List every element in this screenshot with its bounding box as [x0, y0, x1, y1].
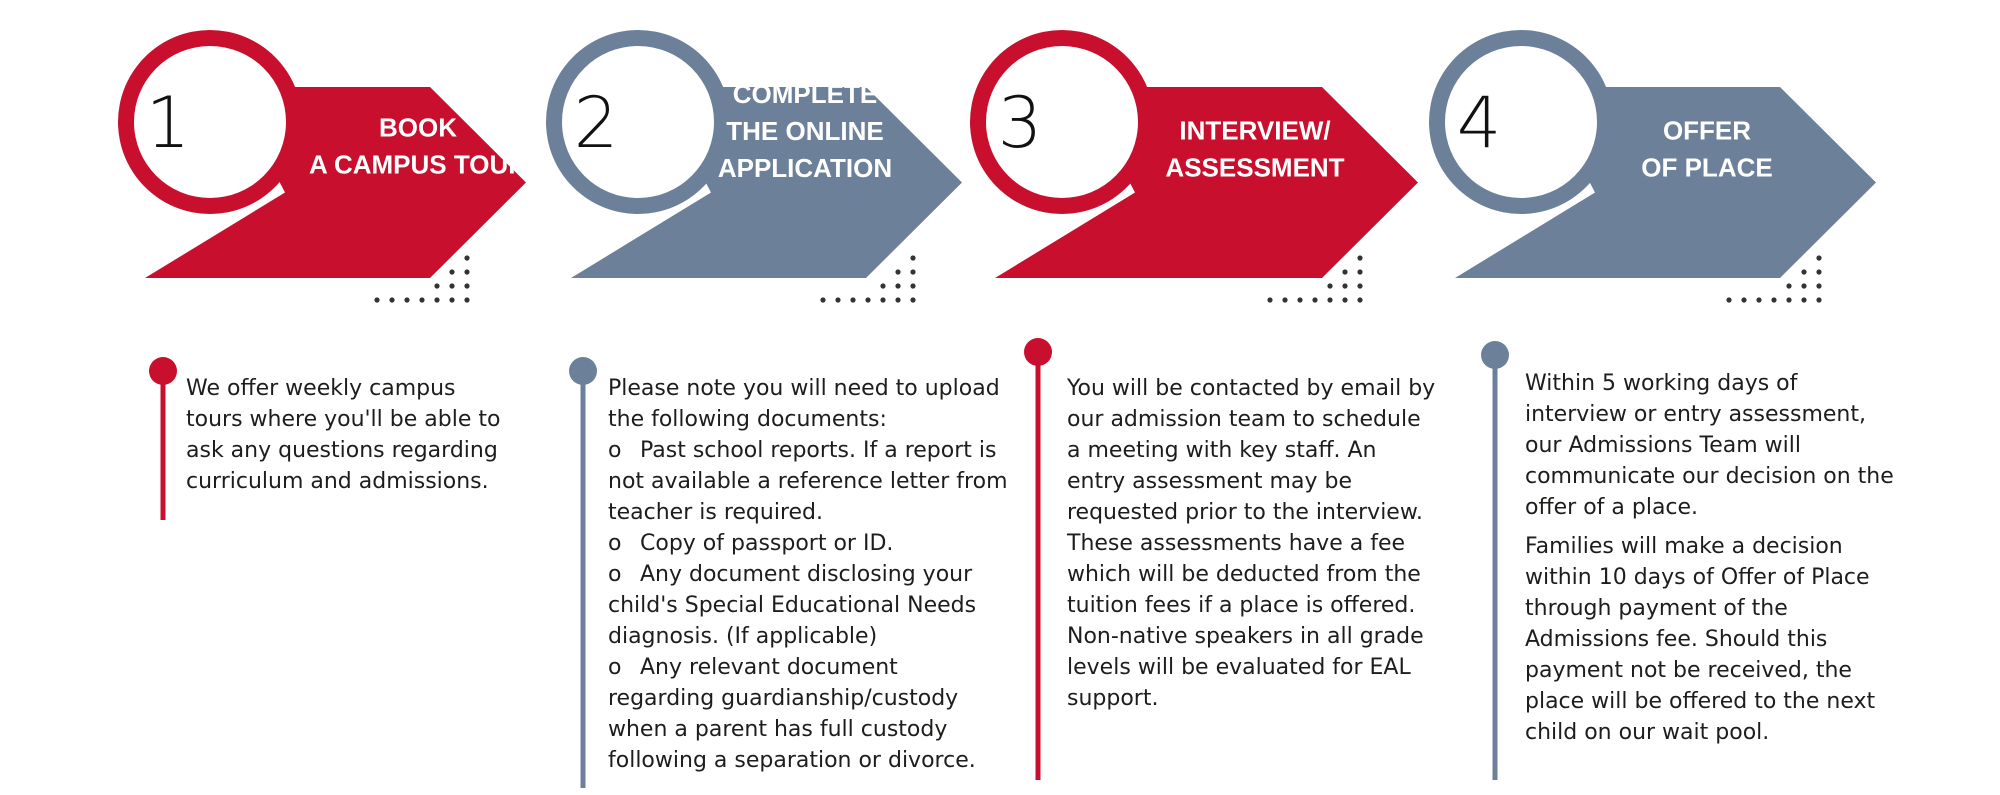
step-1-description: [186, 373, 516, 497]
decorative-dot: [820, 297, 825, 302]
decorative-dot: [880, 297, 885, 302]
decorative-dot: [880, 283, 885, 288]
step-1-number: 1: [145, 82, 191, 164]
decorative-dot: [910, 297, 915, 302]
step-2-paragraph-1: Please note you will need to upload the following documents:: [608, 376, 1000, 432]
decorative-dot: [1771, 297, 1776, 302]
decorative-dot: [1786, 297, 1791, 302]
step-3-paragraph-1: You will be contacted by email by our admission team to schedule a meeting with key staff. An entry assessment may be requested prior to the interview. These assessments have a fee which will be deducted from the tuition fees if a place is offered. Non-native speakers in all grade levels will be evaluated for EAL support.: [1067, 376, 1436, 711]
decorative-dot: [464, 255, 469, 260]
decorative-dot: [850, 297, 855, 302]
decorative-dot: [1816, 269, 1821, 274]
decorative-dot: [910, 283, 915, 288]
step-4-number: 4: [1456, 82, 1502, 164]
step-1-title-line: BOOK: [379, 112, 457, 143]
decorative-dot: [1342, 297, 1347, 302]
decorative-dot: [1816, 255, 1821, 260]
decorative-dot: [419, 297, 424, 302]
decorative-dot: [374, 297, 379, 302]
step-3-number: 3: [997, 82, 1043, 164]
step-3-timeline-node: [1024, 338, 1052, 366]
decorative-dot: [1726, 297, 1731, 302]
decorative-dot: [1342, 269, 1347, 274]
decorative-dot: [1756, 297, 1761, 302]
bullet-text: Copy of passport or ID.: [640, 531, 894, 556]
step-2-title-line: COMPLETE: [732, 79, 878, 109]
step-2-bullet-1: [608, 435, 1008, 528]
step-3-title-line: ASSESSMENT: [1165, 152, 1345, 183]
step-2-number: 2: [573, 82, 619, 164]
bullet-text: Any document disclosing your child's Special Educational Needs diagnosis. (If applicable): [608, 562, 977, 649]
decorative-dot: [1786, 283, 1791, 288]
decorative-dot: [1357, 297, 1362, 302]
decorative-dot: [1816, 283, 1821, 288]
decorative-dot: [865, 297, 870, 302]
bullet-marker: o: [608, 531, 622, 556]
step-1-timeline-node: [149, 357, 177, 385]
bullet-marker: o: [608, 655, 622, 680]
step-3-description: [1067, 373, 1437, 714]
bullet-text: Any relevant document regarding guardianship/custody when a parent has full custody following a separation or divorce.: [608, 655, 976, 773]
decorative-dot: [1327, 283, 1332, 288]
decorative-dot: [389, 297, 394, 302]
step-2-bullet-4: [608, 652, 1008, 776]
decorative-dot: [910, 269, 915, 274]
decorative-dot: [404, 297, 409, 302]
step-2-timeline-node: [569, 357, 597, 385]
step-4-title-line: OF PLACE: [1641, 152, 1773, 183]
decorative-dot: [1801, 297, 1806, 302]
bullet-text: Past school reports. If a report is not available a reference letter from teacher is required.: [608, 438, 1008, 525]
decorative-dot: [835, 297, 840, 302]
step-2-title-line: APPLICATION: [717, 153, 893, 183]
decorative-dot: [464, 297, 469, 302]
step-1-title-line: A CAMPUS TOUR: [308, 149, 528, 180]
decorative-dot: [1741, 297, 1746, 302]
decorative-dot: [1357, 269, 1362, 274]
decorative-dot: [1327, 297, 1332, 302]
decorative-dot: [910, 255, 915, 260]
step-3-title-line: INTERVIEW/: [1179, 115, 1331, 146]
decorative-dot: [1297, 297, 1302, 302]
step-4-timeline-node: [1481, 341, 1509, 369]
bullet-marker: o: [608, 562, 622, 587]
step-2-bullet-3: [608, 559, 1008, 652]
step-4-paragraph-2: Families will make a decision within 10 days of Offer of Place through payment of the Admissions fee. Should this payment not be received, the place will be offered to the next child on our wait pool.: [1525, 534, 1876, 745]
decorative-dot: [1312, 297, 1317, 302]
step-2-description: [608, 373, 1008, 776]
step-2-title-line: THE ONLINE: [726, 116, 884, 146]
decorative-dot: [1816, 297, 1821, 302]
step-1-paragraph-1: We offer weekly campus tours where you'll be able to ask any questions regarding curriculum and admissions.: [186, 376, 501, 494]
step-4-description: [1525, 368, 1905, 748]
step-4-paragraph-1: Within 5 working days of interview or entry assessment, our Admissions Team will communicate our decision on the offer of a place.: [1525, 371, 1894, 520]
decorative-dot: [464, 269, 469, 274]
decorative-dot: [434, 283, 439, 288]
decorative-dot: [895, 297, 900, 302]
decorative-dot: [464, 283, 469, 288]
decorative-dot: [1282, 297, 1287, 302]
step-4-title-line: OFFER: [1662, 115, 1752, 146]
decorative-dot: [449, 269, 454, 274]
decorative-dot: [1801, 283, 1806, 288]
bullet-marker: o: [608, 438, 622, 463]
decorative-dot: [895, 283, 900, 288]
decorative-dot: [1342, 283, 1347, 288]
decorative-dot: [1357, 255, 1362, 260]
decorative-dot: [449, 297, 454, 302]
decorative-dot: [449, 283, 454, 288]
step-2-bullet-2: [608, 528, 1008, 559]
decorative-dot: [1357, 283, 1362, 288]
decorative-dot: [895, 269, 900, 274]
decorative-dot: [1801, 269, 1806, 274]
decorative-dot: [434, 297, 439, 302]
decorative-dot: [1267, 297, 1272, 302]
